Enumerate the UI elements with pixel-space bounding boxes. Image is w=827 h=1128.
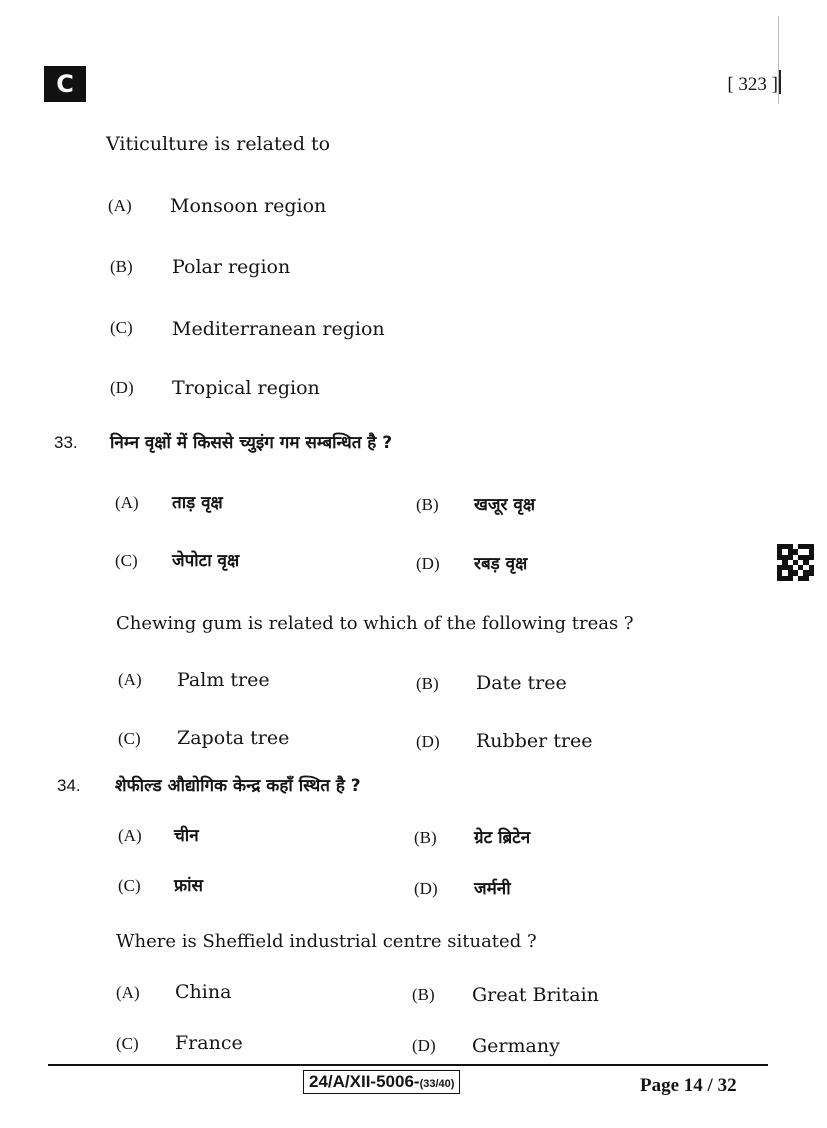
q34-english-option-c-label: (C) [116, 1034, 139, 1053]
q33-hindi-option-c-text: जेपोटा वृक्ष [172, 551, 240, 571]
q34-english-option-a-label: (A) [116, 983, 140, 1002]
q33-english-text: Chewing gum is related to which of the following treas ? [116, 613, 634, 634]
q33-english-option-c-label: (C) [118, 729, 141, 748]
q34-hindi-text: शेफील्ड औद्योगिक केन्द्र कहाँ स्थित है ? [115, 776, 361, 796]
q33-hindi-option-a-label: (A) [115, 493, 139, 512]
q34-english-option-b-text: Great Britain [472, 984, 599, 1006]
q34-hindi-option-d-label: (D) [414, 879, 438, 898]
q33-english-option-b-text: Date tree [476, 672, 567, 694]
q34-hindi-option-a-label: (A) [118, 826, 142, 845]
series-badge: C [44, 66, 86, 102]
q34-english-option-a-text: China [175, 981, 232, 1003]
q34-hindi-option-d-text: जर्मनी [474, 879, 511, 899]
q34-hindi-option-b-text: ग्रेट ब्रिटेन [474, 828, 531, 848]
q34-hindi-option-c-text: फ्रांस [174, 876, 204, 896]
q34-english-option-c-text: France [175, 1032, 243, 1054]
q33-hindi-option-a-text: ताड़ वृक्ष [172, 493, 223, 513]
q34-english-option-b-label: (B) [412, 985, 435, 1004]
q32-option-c-label: (C) [110, 318, 133, 337]
q32-option-d-label: (D) [110, 378, 134, 397]
q33-hindi-option-b-text: खजूर वृक्ष [474, 495, 536, 515]
q32-option-d-text: Tropical region [172, 377, 320, 399]
qr-code [777, 544, 814, 581]
q34-english-option-d-text: Germany [472, 1035, 560, 1057]
q32-option-c-text: Mediterranean region [172, 318, 385, 340]
q34-hindi-option-c-label: (C) [118, 876, 141, 895]
q34-english-text: Where is Sheffield industrial centre situated ? [116, 931, 537, 952]
q33-english-option-a-text: Palm tree [177, 669, 270, 691]
q32-english-text: Viticulture is related to [106, 133, 331, 155]
q33-hindi-option-b-label: (B) [416, 495, 439, 514]
q32-option-a-text: Monsoon region [170, 195, 327, 217]
footer-page-number: Page 14 / 32 [640, 1075, 737, 1096]
q33-hindi-text: निम्न वृक्षों में किससे च्युइंग गम सम्बन्धित है ? [110, 433, 393, 453]
footer-paper-code: 24/A/XII-5006-(33/40) [303, 1070, 460, 1094]
q33-hindi-option-d-label: (D) [416, 554, 440, 573]
q33-number: 33. [54, 433, 78, 452]
q33-english-option-d-text: Rubber tree [476, 730, 593, 752]
footer-rule [48, 1064, 768, 1066]
q34-english-option-d-label: (D) [412, 1036, 436, 1055]
q33-hindi-option-d-text: रबड़ वृक्ष [474, 554, 528, 574]
q33-english-option-c-text: Zapota tree [177, 727, 290, 749]
q32-option-a-label: (A) [108, 196, 132, 215]
q33-english-option-a-label: (A) [118, 670, 142, 689]
paper-code: [ 323 ] [727, 70, 781, 96]
q33-english-option-d-label: (D) [416, 732, 440, 751]
q34-hindi-option-b-label: (B) [414, 828, 437, 847]
q32-option-b-text: Polar region [172, 256, 291, 278]
q32-option-b-label: (B) [110, 257, 133, 276]
q34-hindi-option-a-text: चीन [174, 826, 199, 846]
q34-number: 34. [57, 776, 81, 795]
q33-hindi-option-c-label: (C) [115, 551, 138, 570]
q33-english-option-b-label: (B) [416, 674, 439, 693]
